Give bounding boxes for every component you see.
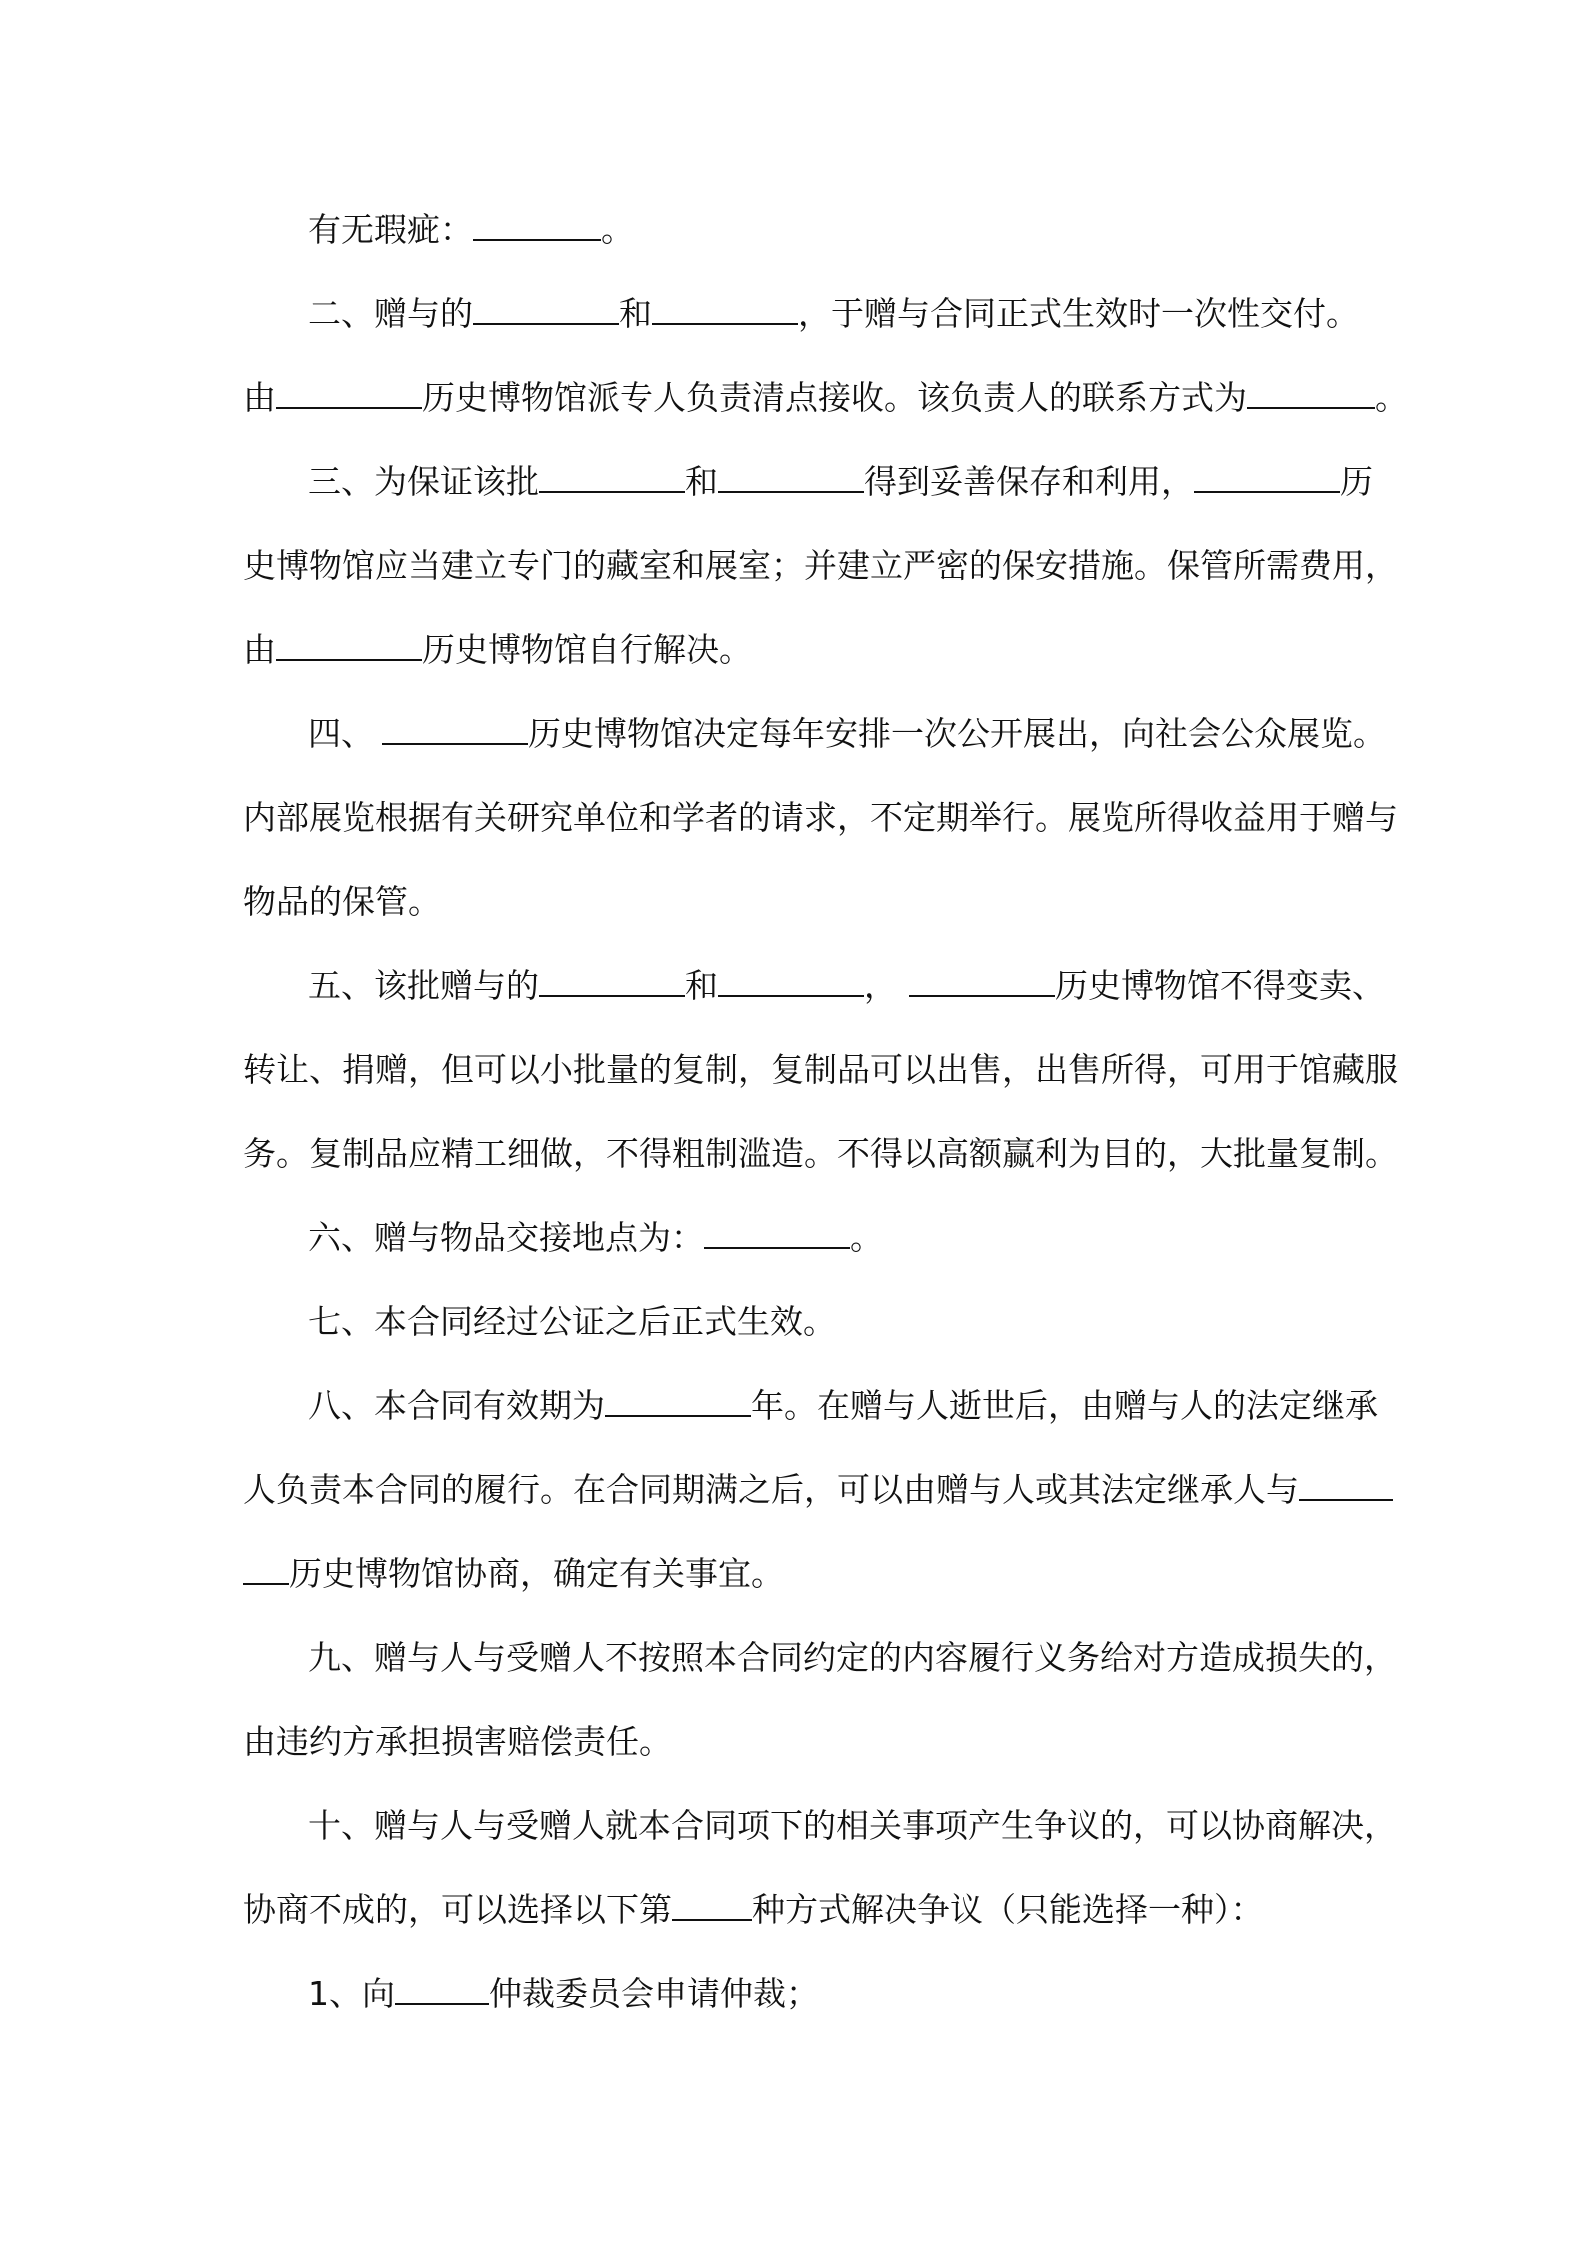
fill-blank[interactable] [652, 293, 798, 325]
text-segment: 历史博物馆协商，确定有关事宜。 [289, 1554, 784, 1593]
text-segment: 历史博物馆不得变卖、 [1055, 966, 1385, 1005]
text-segment: 年。在赠与人逝世后，由赠与人的法定继承 [751, 1386, 1378, 1425]
text-line [308, 1972, 819, 2016]
text-line [243, 544, 1398, 588]
fill-blank[interactable] [718, 965, 864, 997]
text-segment: 1、向 [308, 1974, 395, 2013]
text-segment: 内部展览根据有关研究单位和学者的请求，不定期举行。展览所得收益用于赠与 [243, 798, 1398, 837]
text-segment: 得到妥善保存和利用， [864, 462, 1194, 501]
fill-blank[interactable] [473, 209, 601, 241]
text-line [243, 1048, 1398, 1092]
text-segment: 和 [685, 966, 718, 1005]
text-segment: 二、赠与的 [308, 294, 473, 333]
text-segment: 。 [1375, 378, 1408, 417]
text-segment: 种方式解决争议（只能选择一种）： [752, 1890, 1264, 1929]
text-segment: 人负责本合同的履行。在合同期满之后，可以由赠与人或其法定继承人与 [243, 1470, 1299, 1509]
fill-blank[interactable] [395, 1973, 489, 2005]
text-line [243, 1468, 1393, 1512]
text-segment: 由 [243, 630, 276, 669]
text-line [308, 208, 634, 252]
text-segment: 四、 [308, 714, 374, 753]
text-segment: ，于赠与合同正式生效时一次性交付。 [798, 294, 1359, 333]
text-segment: 五、该批赠与的 [308, 966, 539, 1005]
text-line [308, 1384, 1378, 1428]
fill-blank[interactable] [276, 629, 422, 661]
fill-blank[interactable] [1299, 1469, 1393, 1501]
text-line [308, 1300, 836, 1344]
fill-blank[interactable] [1194, 461, 1340, 493]
text-segment: 转让、捐赠，但可以小批量的复制，复制品可以出售，出售所得，可用于馆藏服 [243, 1050, 1398, 1089]
text-segment: 七、本合同经过公证之后正式生效。 [308, 1302, 836, 1341]
text-segment: 和 [685, 462, 718, 501]
fill-blank[interactable] [605, 1385, 751, 1417]
text-line [243, 1720, 672, 1764]
fill-blank[interactable] [276, 377, 422, 409]
text-line [243, 796, 1398, 840]
text-line [308, 1804, 1397, 1848]
text-segment: 物品的保管。 [243, 882, 441, 921]
text-line [308, 1636, 1397, 1680]
fill-blank[interactable] [704, 1217, 850, 1249]
fill-blank[interactable] [909, 965, 1055, 997]
fill-blank[interactable] [718, 461, 864, 493]
fill-blank[interactable] [672, 1889, 752, 1921]
fill-blank[interactable] [1247, 377, 1375, 409]
text-line [243, 880, 441, 924]
text-segment: 和 [619, 294, 652, 333]
fill-blank[interactable] [539, 461, 685, 493]
fill-blank[interactable] [473, 293, 619, 325]
text-segment: 历史博物馆自行解决。 [422, 630, 752, 669]
text-segment: 仲裁委员会申请仲裁； [489, 1974, 819, 2013]
text-line [308, 460, 1373, 504]
text-segment: 历 [1340, 462, 1373, 501]
text-line [243, 376, 1408, 420]
text-line [243, 628, 752, 672]
text-segment: ， [864, 966, 897, 1005]
text-segment: 务。复制品应精工细做，不得粗制滥造。不得以高额赢利为目的，大批量复制。 [243, 1134, 1398, 1173]
text-segment: 十、赠与人与受赠人就本合同项下的相关事项产生争议的，可以协商解决， [308, 1806, 1397, 1845]
text-segment: 有无瑕疵： [308, 210, 473, 249]
text-line [308, 292, 1359, 336]
text-segment: 。 [850, 1218, 883, 1257]
text-line [243, 1132, 1398, 1176]
text-segment: 由 [243, 378, 276, 417]
text-segment: 由违约方承担损害赔偿责任。 [243, 1722, 672, 1761]
text-segment: 八、本合同有效期为 [308, 1386, 605, 1425]
text-segment: 史博物馆应当建立专门的藏室和展室；并建立严密的保安措施。保管所需费用， [243, 546, 1398, 585]
text-segment: 。 [601, 210, 634, 249]
fill-blank[interactable] [243, 1553, 289, 1585]
text-line [308, 964, 1385, 1008]
text-segment: 九、赠与人与受赠人不按照本合同约定的内容履行义务给对方造成损失的， [308, 1638, 1397, 1677]
text-segment: 三、为保证该批 [308, 462, 539, 501]
text-line [308, 1216, 883, 1260]
text-segment: 协商不成的，可以选择以下第 [243, 1890, 672, 1929]
text-segment: 六、赠与物品交接地点为： [308, 1218, 704, 1257]
fill-blank[interactable] [382, 713, 528, 745]
text-line [308, 712, 1386, 756]
text-segment: 历史博物馆派专人负责清点接收。该负责人的联系方式为 [422, 378, 1247, 417]
text-line [243, 1888, 1264, 1932]
text-segment: 历史博物馆决定每年安排一次公开展出，向社会公众展览。 [528, 714, 1386, 753]
text-line [243, 1552, 784, 1596]
fill-blank[interactable] [539, 965, 685, 997]
